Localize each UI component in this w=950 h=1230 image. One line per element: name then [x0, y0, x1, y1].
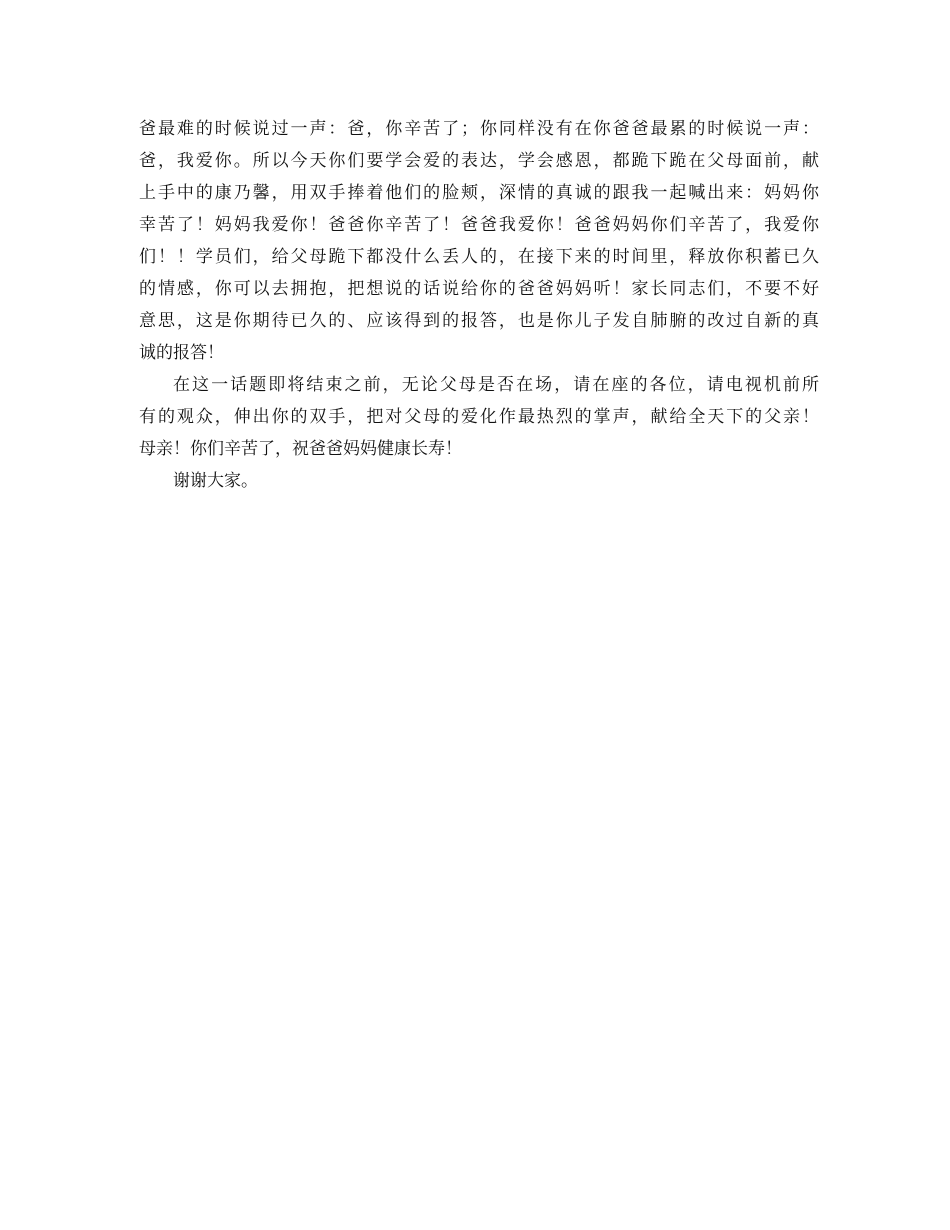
- text-line: 意思，这是你期待已久的、应该得到的报答，也是你儿子发自肺腑的改过自新的真: [139, 311, 819, 331]
- text-line: 们！！学员们，给父母跪下都没什么丢人的，在接下来的时间里，释放你积蓄已久: [139, 247, 819, 267]
- text-line: 的情感，你可以去拥抱，把想说的话说给你的爸爸妈妈听！家长同志们，不要不好: [139, 279, 819, 299]
- text-line: 爸，我爱你。所以今天你们要学会爱的表达，学会感恩，都跪下跪在父母面前，献: [139, 151, 819, 171]
- text-line: 母亲！你们辛苦了，祝爸爸妈妈健康长寿！: [139, 439, 462, 459]
- document-body: [139, 113, 819, 497]
- text-line: 在这一话题即将结束之前，无论父母是否在场，请在座的各位，请电视机前所: [173, 375, 819, 395]
- text-line: 有的观众，伸出你的双手，把对父母的爱化作最热烈的掌声，献给全天下的父亲！: [139, 407, 819, 427]
- text-line: 爸最难的时候说过一声：爸，你辛苦了；你同样没有在你爸爸最累的时候说一声：: [139, 119, 819, 139]
- paragraph: [139, 113, 819, 369]
- text-line: 诚的报答！: [139, 343, 224, 363]
- paragraph: [139, 465, 819, 497]
- text-line: 谢谢大家。: [173, 471, 258, 491]
- text-line: 幸苦了！妈妈我爱你！爸爸你辛苦了！爸爸我爱你！爸爸妈妈你们辛苦了，我爱你: [139, 215, 819, 235]
- paragraph: [139, 369, 819, 465]
- text-line: 上手中的康乃馨，用双手捧着他们的脸颊，深情的真诚的跟我一起喊出来：妈妈你: [139, 183, 819, 203]
